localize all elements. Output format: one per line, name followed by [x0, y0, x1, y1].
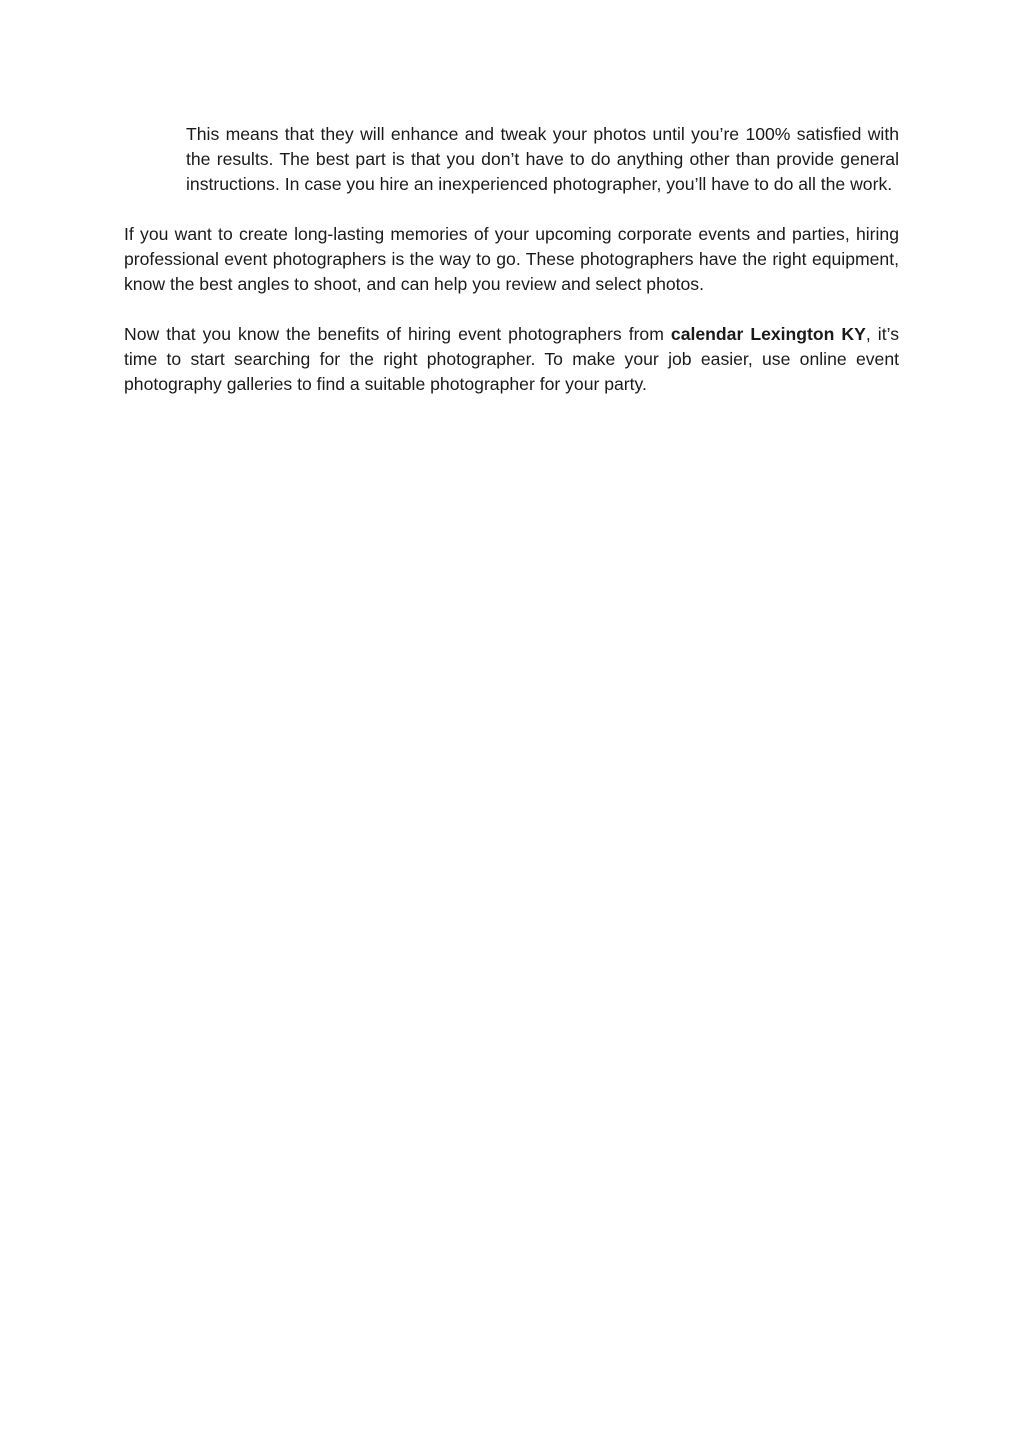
paragraph-photo-editing: This means that they will enhance and tweak your photos until you’re 100% satisfied with the results. The best part is that you don’t have to do anything other than provide general instructions. In case you hire an inexperienced photographer, you’ll have to do all the work.: [186, 124, 899, 194]
document-body: [124, 122, 899, 422]
paragraph-text-after: , it’s time to start searching for the right photographer. To make your job easier, use online event photography galleries to find a suitable photographer for your party.: [124, 324, 899, 394]
paragraph-long-lasting-memories: If you want to create long-lasting memories of your upcoming corporate events and parties, hiring professional event photographers is the way to go. These photographers have the right equipment, know the best angles to shoot, and can help you review and select photos.: [124, 224, 899, 294]
paragraph-start-searching: [124, 322, 899, 397]
bold-keyword-calendar-lexington-ky: calendar Lexington KY: [670, 324, 866, 344]
paragraph-text-before: Now that you know the benefits of hiring event photographers from: [124, 324, 671, 344]
